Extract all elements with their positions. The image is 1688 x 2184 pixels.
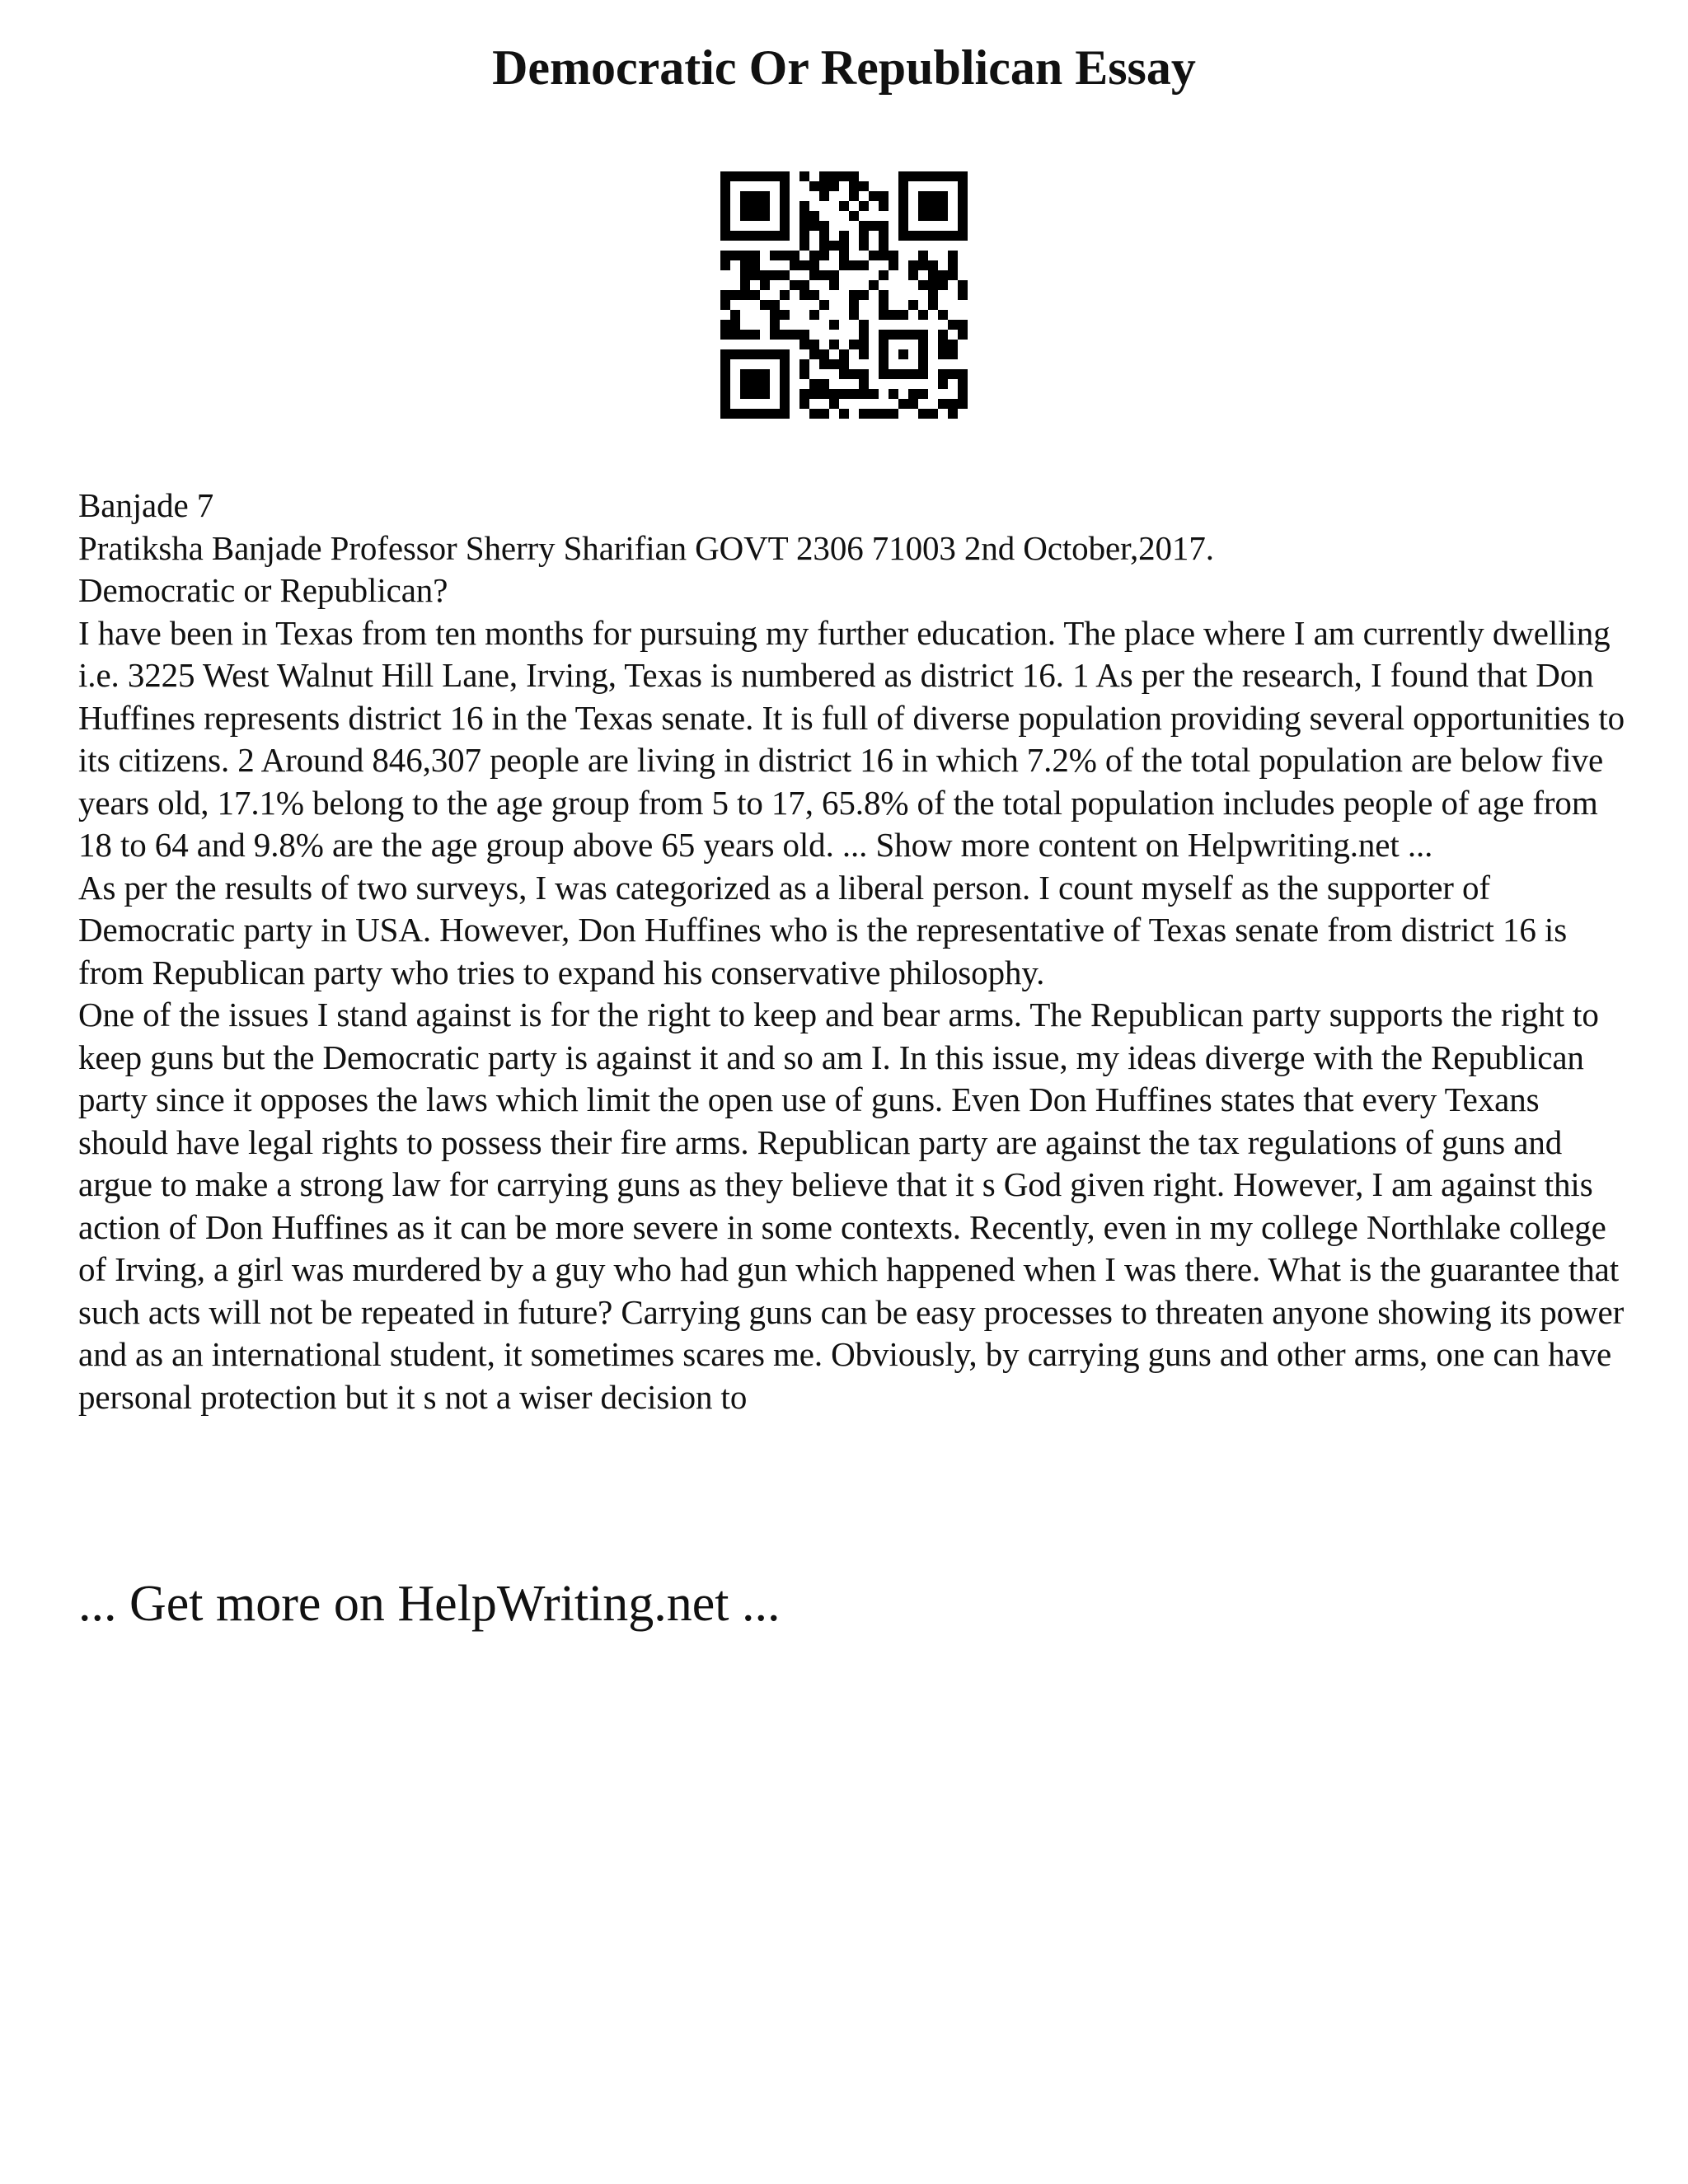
qr-code-icon [720, 171, 968, 419]
paragraph-2: As per the results of two surveys, I was categorized as a liberal person. I count myself as the supporter of Democratic party in USA. However, Don Huffines who is the representative of Texas senate from district 16 is from Republican party who tries to expand his conservative philosophy. [78, 868, 1568, 991]
paragraph-1: I have been in Texas from ten months for pursuing my further education. The place where I am currently dwelling i.e. 3225 West Walnut Hill Lane, Irving, Texas is numbered as district 16. 1 As per the research, I found that Don Huffines represents district 16 in the Texas senate. It is full of diverse population providing several opportunities to its citizens. 2 Around 846,307 people are living in district 16 in which 7.2% of the total population are below five years old, 17.1% belong to the age group from 5 to 17, 65.8% of the total population includes people of age from 18 to 64 and 9.8% are the age group above 65 years old. ... Show more content on Helpwriting.net ... [78, 613, 1625, 864]
byline: Pratiksha Banjade Professor Sherry Sharifian GOVT 2306 71003 2nd October,2017. [78, 528, 1214, 567]
paragraph-3: One of the issues I stand against is for the right to keep and bear arms. The Republican party supports the right to keep guns but the Democratic party is against it and so am I. In this issue, my ideas diverge with the Republican party since it opposes the laws which limit the open use of guns. Even Don Huffines states that every Texans should have legal rights to possess their fire arms. Republican party are against the tax regulations of guns and argue to make a strong law for carrying guns as they believe that it s God given right. However, I am against this action of Don Huffines as it can be more severe in some contexts. Recently, even in my college Northlake college of Irving, a girl was murdered by a guy who had gun which happened when I was there. What is the guarantee that such acts will not be repeated in future? Carrying guns can be easy processes to threaten anyone showing its power and as an international student, it sometimes scares me. Obviously, by carrying guns and other arms, one can have personal protection but it s not a wiser decision to [78, 996, 1625, 1416]
header-line: Banjade 7 [78, 486, 214, 524]
essay-heading: Democratic or Republican? [78, 571, 448, 609]
get-more-link[interactable]: ... Get more on HelpWriting.net ... [78, 1576, 781, 1632]
document-title: Democratic Or Republican Essay [492, 40, 1196, 95]
essay-body [78, 485, 1628, 1418]
